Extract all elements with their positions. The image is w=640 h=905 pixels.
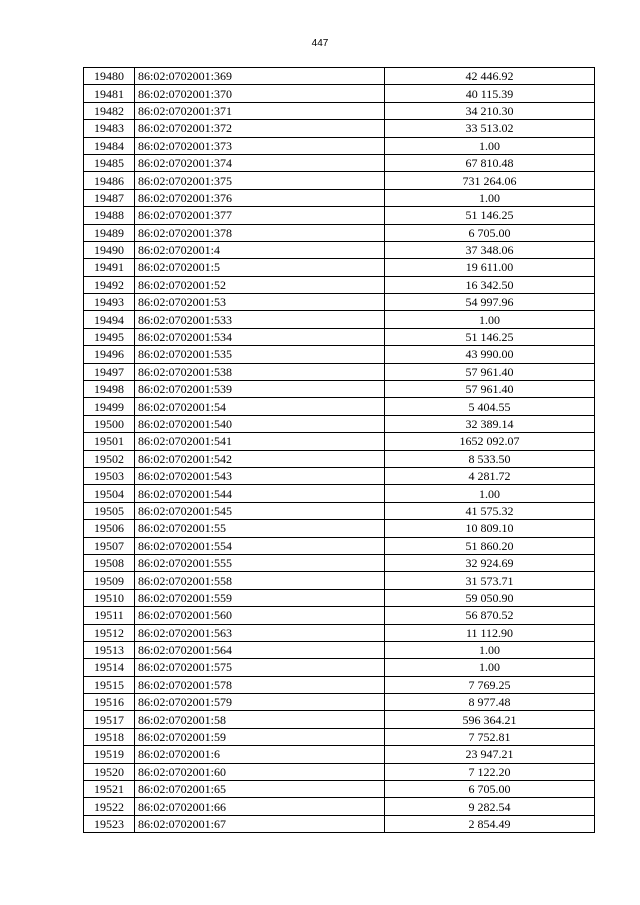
table-row (84, 381, 595, 398)
table-row (84, 189, 595, 206)
table-row (84, 728, 595, 745)
row-number-cell: 19511 (84, 607, 135, 624)
cadastral-value-cell: 51 860.20 (385, 537, 595, 554)
cadastral-value-cell: 67 810.48 (385, 154, 595, 171)
table-row (84, 520, 595, 537)
table-row (84, 746, 595, 763)
table-row (84, 537, 595, 554)
table-row (84, 502, 595, 519)
row-number-cell: 19489 (84, 224, 135, 241)
cadastral-value-cell: 731 264.06 (385, 172, 595, 189)
table-row (84, 68, 595, 85)
cadastral-value-cell: 10 809.10 (385, 520, 595, 537)
cadastral-number-cell: 86:02:0702001:5 (135, 259, 385, 276)
row-number-cell: 19518 (84, 728, 135, 745)
row-number-cell: 19498 (84, 381, 135, 398)
table-row (84, 781, 595, 798)
table-row (84, 328, 595, 345)
table-row (84, 711, 595, 728)
table-row (84, 346, 595, 363)
cadastral-value-cell: 7 122.20 (385, 763, 595, 780)
table-row (84, 467, 595, 484)
cadastral-number-cell: 86:02:0702001:59 (135, 728, 385, 745)
row-number-cell: 19492 (84, 276, 135, 293)
cadastral-value-cell: 1.00 (385, 189, 595, 206)
cadastral-value-cell: 7 752.81 (385, 728, 595, 745)
cadastral-number-cell: 86:02:0702001:563 (135, 624, 385, 641)
cadastral-number-cell: 86:02:0702001:540 (135, 415, 385, 432)
cadastral-value-cell: 23 947.21 (385, 746, 595, 763)
cadastral-number-cell: 86:02:0702001:53 (135, 294, 385, 311)
row-number-cell: 19486 (84, 172, 135, 189)
cadastral-number-cell: 86:02:0702001:372 (135, 120, 385, 137)
cadastral-value-cell: 42 446.92 (385, 68, 595, 85)
cadastral-value-cell: 1.00 (385, 311, 595, 328)
cadastral-value-cell: 1.00 (385, 659, 595, 676)
row-number-cell: 19490 (84, 241, 135, 258)
row-number-cell: 19501 (84, 433, 135, 450)
cadastral-number-cell: 86:02:0702001:52 (135, 276, 385, 293)
table-row (84, 276, 595, 293)
cadastral-number-cell: 86:02:0702001:541 (135, 433, 385, 450)
cadastral-number-cell: 86:02:0702001:554 (135, 537, 385, 554)
row-number-cell: 19508 (84, 554, 135, 571)
table-row (84, 154, 595, 171)
cadastral-number-cell: 86:02:0702001:534 (135, 328, 385, 345)
row-number-cell: 19491 (84, 259, 135, 276)
cadastral-value-cell: 16 342.50 (385, 276, 595, 293)
cadastral-number-cell: 86:02:0702001:579 (135, 694, 385, 711)
table-row (84, 102, 595, 119)
cadastral-value-cell: 6 705.00 (385, 224, 595, 241)
cadastral-number-cell: 86:02:0702001:558 (135, 572, 385, 589)
row-number-cell: 19520 (84, 763, 135, 780)
table-row (84, 120, 595, 137)
row-number-cell: 19521 (84, 781, 135, 798)
row-number-cell: 19482 (84, 102, 135, 119)
cadastral-value-cell: 59 050.90 (385, 589, 595, 606)
table-row (84, 415, 595, 432)
row-number-cell: 19494 (84, 311, 135, 328)
table-row (84, 363, 595, 380)
cadastral-number-cell: 86:02:0702001:538 (135, 363, 385, 380)
cadastral-number-cell: 86:02:0702001:60 (135, 763, 385, 780)
table-row (84, 815, 595, 832)
cadastral-value-cell: 7 769.25 (385, 676, 595, 693)
table-row (84, 450, 595, 467)
table-row (84, 659, 595, 676)
cadastral-number-cell: 86:02:0702001:578 (135, 676, 385, 693)
table-row (84, 589, 595, 606)
cadastral-value-cell: 40 115.39 (385, 85, 595, 102)
table-row (84, 311, 595, 328)
table-row (84, 85, 595, 102)
row-number-cell: 19523 (84, 815, 135, 832)
cadastral-number-cell: 86:02:0702001:559 (135, 589, 385, 606)
row-number-cell: 19483 (84, 120, 135, 137)
page-number: 447 (311, 38, 329, 49)
cadastral-number-cell: 86:02:0702001:4 (135, 241, 385, 258)
cadastral-number-cell: 86:02:0702001:378 (135, 224, 385, 241)
cadastral-number-cell: 86:02:0702001:375 (135, 172, 385, 189)
row-number-cell: 19506 (84, 520, 135, 537)
table-row (84, 641, 595, 658)
cadastral-value-cell: 6 705.00 (385, 781, 595, 798)
cadastral-number-cell: 86:02:0702001:564 (135, 641, 385, 658)
cadastral-number-cell: 86:02:0702001:377 (135, 207, 385, 224)
cadastral-number-cell: 86:02:0702001:560 (135, 607, 385, 624)
cadastral-number-cell: 86:02:0702001:533 (135, 311, 385, 328)
table-row (84, 224, 595, 241)
cadastral-value-cell: 1.00 (385, 485, 595, 502)
cadastral-number-cell: 86:02:0702001:65 (135, 781, 385, 798)
cadastral-number-cell: 86:02:0702001:55 (135, 520, 385, 537)
row-number-cell: 19502 (84, 450, 135, 467)
table-row (84, 607, 595, 624)
row-number-cell: 19493 (84, 294, 135, 311)
row-number-cell: 19503 (84, 467, 135, 484)
cadastral-number-cell: 86:02:0702001:555 (135, 554, 385, 571)
cadastral-number-cell: 86:02:0702001:575 (135, 659, 385, 676)
row-number-cell: 19487 (84, 189, 135, 206)
cadastral-value-cell: 8 977.48 (385, 694, 595, 711)
row-number-cell: 19522 (84, 798, 135, 815)
row-number-cell: 19500 (84, 415, 135, 432)
row-number-cell: 19507 (84, 537, 135, 554)
cadastral-value-cell: 33 513.02 (385, 120, 595, 137)
table-row (84, 763, 595, 780)
cadastral-value-cell: 57 961.40 (385, 381, 595, 398)
row-number-cell: 19516 (84, 694, 135, 711)
cadastral-number-cell: 86:02:0702001:539 (135, 381, 385, 398)
row-number-cell: 19504 (84, 485, 135, 502)
row-number-cell: 19519 (84, 746, 135, 763)
row-number-cell: 19512 (84, 624, 135, 641)
cadastral-value-cell: 54 997.96 (385, 294, 595, 311)
table-row (84, 624, 595, 641)
cadastral-number-cell: 86:02:0702001:369 (135, 68, 385, 85)
row-number-cell: 19513 (84, 641, 135, 658)
table-row (84, 137, 595, 154)
cadastral-value-cell: 57 961.40 (385, 363, 595, 380)
table-row (84, 676, 595, 693)
cadastral-value-cell: 34 210.30 (385, 102, 595, 119)
cadastral-number-cell: 86:02:0702001:371 (135, 102, 385, 119)
cadastral-number-cell: 86:02:0702001:66 (135, 798, 385, 815)
cadastral-number-cell: 86:02:0702001:374 (135, 154, 385, 171)
cadastral-value-table (83, 67, 595, 833)
cadastral-value-cell: 31 573.71 (385, 572, 595, 589)
row-number-cell: 19517 (84, 711, 135, 728)
cadastral-value-cell: 11 112.90 (385, 624, 595, 641)
cadastral-value-cell: 43 990.00 (385, 346, 595, 363)
cadastral-value-cell: 51 146.25 (385, 328, 595, 345)
row-number-cell: 19485 (84, 154, 135, 171)
cadastral-number-cell: 86:02:0702001:370 (135, 85, 385, 102)
cadastral-number-cell: 86:02:0702001:376 (135, 189, 385, 206)
cadastral-value-cell: 596 364.21 (385, 711, 595, 728)
table-row (84, 798, 595, 815)
cadastral-number-cell: 86:02:0702001:373 (135, 137, 385, 154)
row-number-cell: 19484 (84, 137, 135, 154)
table-row (84, 485, 595, 502)
cadastral-value-cell: 51 146.25 (385, 207, 595, 224)
row-number-cell: 19481 (84, 85, 135, 102)
row-number-cell: 19499 (84, 398, 135, 415)
row-number-cell: 19510 (84, 589, 135, 606)
row-number-cell: 19497 (84, 363, 135, 380)
cadastral-value-cell: 41 575.32 (385, 502, 595, 519)
cadastral-number-cell: 86:02:0702001:535 (135, 346, 385, 363)
cadastral-value-cell: 9 282.54 (385, 798, 595, 815)
row-number-cell: 19495 (84, 328, 135, 345)
table-row (84, 572, 595, 589)
row-number-cell: 19496 (84, 346, 135, 363)
table-row (84, 259, 595, 276)
cadastral-number-cell: 86:02:0702001:544 (135, 485, 385, 502)
cadastral-value-cell: 32 924.69 (385, 554, 595, 571)
row-number-cell: 19488 (84, 207, 135, 224)
table-body (84, 68, 595, 833)
table-row (84, 694, 595, 711)
cadastral-value-cell: 4 281.72 (385, 467, 595, 484)
cadastral-number-cell: 86:02:0702001:67 (135, 815, 385, 832)
cadastral-number-cell: 86:02:0702001:545 (135, 502, 385, 519)
table-row (84, 398, 595, 415)
row-number-cell: 19480 (84, 68, 135, 85)
cadastral-number-cell: 86:02:0702001:54 (135, 398, 385, 415)
cadastral-value-cell: 5 404.55 (385, 398, 595, 415)
table-row (84, 207, 595, 224)
cadastral-value-cell: 1.00 (385, 137, 595, 154)
row-number-cell: 19514 (84, 659, 135, 676)
table-row (84, 172, 595, 189)
table-row (84, 554, 595, 571)
cadastral-value-cell: 1.00 (385, 641, 595, 658)
row-number-cell: 19509 (84, 572, 135, 589)
cadastral-value-cell: 56 870.52 (385, 607, 595, 624)
cadastral-number-cell: 86:02:0702001:542 (135, 450, 385, 467)
cadastral-value-cell: 19 611.00 (385, 259, 595, 276)
table-row (84, 294, 595, 311)
table-row (84, 241, 595, 258)
cadastral-value-cell: 1652 092.07 (385, 433, 595, 450)
cadastral-value-cell: 2 854.49 (385, 815, 595, 832)
cadastral-number-cell: 86:02:0702001:6 (135, 746, 385, 763)
cadastral-number-cell: 86:02:0702001:543 (135, 467, 385, 484)
row-number-cell: 19515 (84, 676, 135, 693)
cadastral-number-cell: 86:02:0702001:58 (135, 711, 385, 728)
cadastral-value-cell: 32 389.14 (385, 415, 595, 432)
row-number-cell: 19505 (84, 502, 135, 519)
cadastral-value-cell: 8 533.50 (385, 450, 595, 467)
table-row (84, 433, 595, 450)
cadastral-value-cell: 37 348.06 (385, 241, 595, 258)
